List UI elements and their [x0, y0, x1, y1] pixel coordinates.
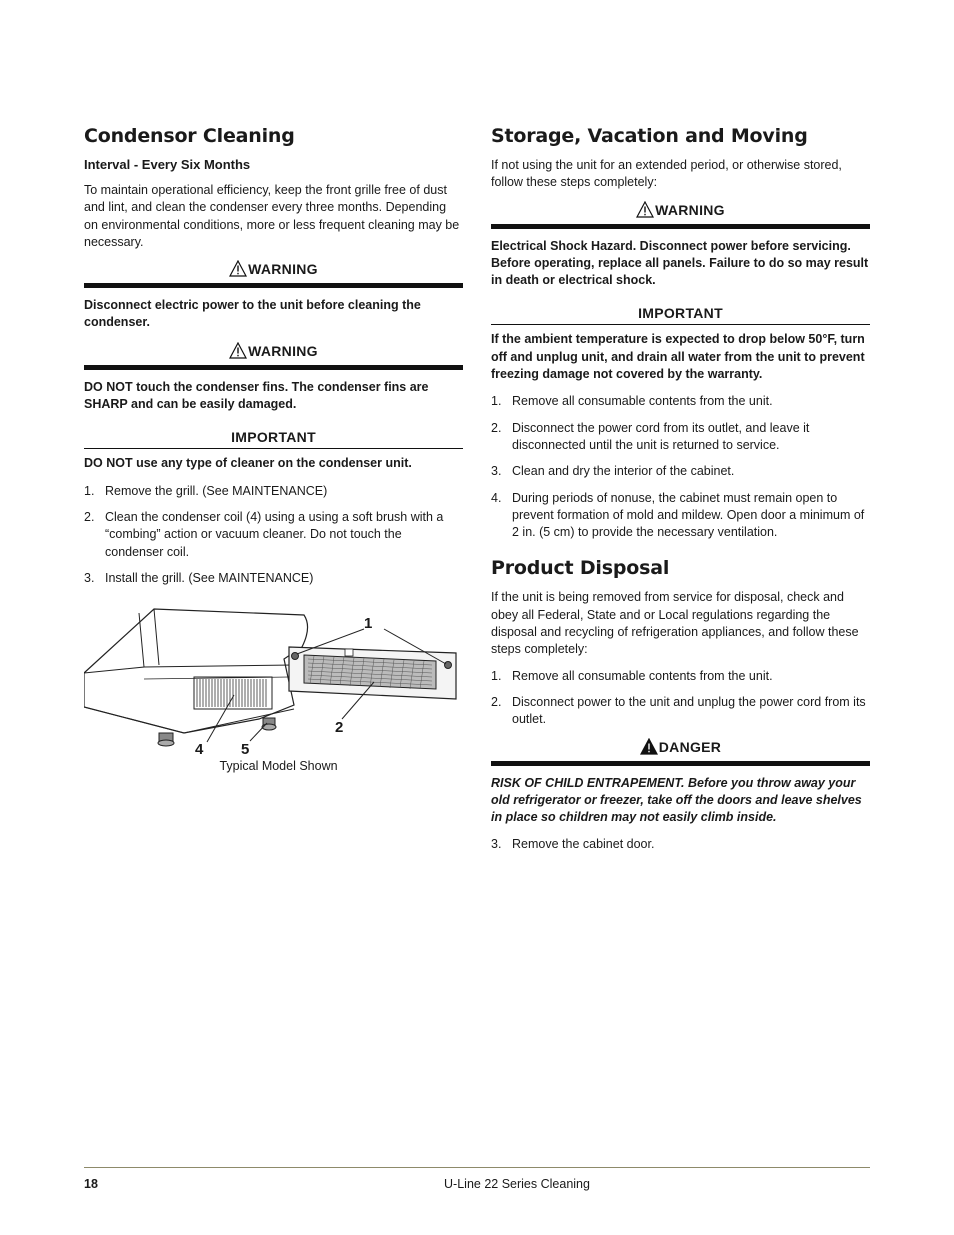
callout-5: 5: [241, 741, 250, 759]
footer-rule: [84, 1167, 870, 1168]
danger-text: RISK OF CHILD ENTRAPEMENT. Before you throw away your old refrigerator or freezer, take off the doors and leave shelves in place so children may not easily climb inside.: [491, 775, 862, 825]
callout-1: 1: [364, 615, 373, 633]
list-item: 1. Remove the grill. (See MAINTENANCE): [84, 483, 328, 498]
list-item: 3. Install the grill. (See MAINTENANCE): [84, 570, 314, 585]
page-number: 18: [84, 1177, 98, 1191]
warning-bar: [84, 365, 463, 370]
warning-box-1: [84, 260, 463, 283]
list-item: 2. Disconnect power to the unit and unplug the power cord from its outlet.: [491, 694, 866, 727]
list-item: 3. Remove the cabinet door.: [491, 837, 655, 852]
important-label: IMPORTANT: [638, 305, 723, 322]
left-column: [84, 125, 463, 773]
warning-text: Electrical Shock Hazard. Disconnect power before servicing. Before operating, replace all panels. Failure to do so may result in death or electrical shock.: [491, 238, 869, 288]
list-item: 2. Clean the condenser coil (4) using a using a soft brush with a “combing” action or vacuum cleaner. Do not touch the condenser coil.: [84, 509, 444, 559]
warning-text: DO NOT touch the condenser fins. The condenser fins are SHARP and can be easily damaged.: [84, 379, 429, 412]
callout-4: 4: [195, 741, 204, 759]
figure-caption: Typical Model Shown: [219, 759, 338, 774]
important-text: DO NOT use any type of cleaner on the condenser unit.: [84, 456, 412, 471]
condensor-cleaning-heading: Condensor Cleaning: [84, 125, 295, 147]
list-item: 3. Clean and dry the interior of the cabinet.: [491, 464, 735, 479]
warning-label: WARNING: [655, 201, 725, 218]
condenser-illustration: [84, 607, 463, 757]
important-rule: [84, 448, 463, 449]
right-column: [491, 125, 870, 863]
warning-triangle-icon: [229, 342, 247, 362]
warning-triangle-icon: [229, 260, 247, 280]
important-text: If the ambient temperature is expected to drop below 50°F, turn off and unplug unit, and drain all water from the unit to prevent freezing damage not covered by the warranty.: [491, 332, 865, 382]
storage-heading: Storage, Vacation and Moving: [491, 125, 808, 147]
callout-2: 2: [335, 719, 344, 737]
list-item: 1. Remove all consumable contents from the unit.: [491, 668, 773, 683]
disposal-final-step: [491, 836, 870, 853]
cleaning-steps: [84, 483, 463, 587]
warning-box-2: [84, 342, 463, 365]
warning-label: WARNING: [248, 261, 318, 278]
product-disposal-heading: Product Disposal: [491, 557, 670, 580]
list-item: 4. During periods of nonuse, the cabinet must remain open to prevent formation of mold and mildew. Open door a minimum of 2 in. (5 cm) to provide the necessary ventilation.: [491, 490, 865, 540]
list-item: 2. Disconnect the power cord from its outlet, and leave it disconnected until the unit is returned to service.: [491, 420, 810, 452]
warning-bar: [84, 283, 463, 288]
interval-subheading: Interval - Every Six Months: [84, 157, 251, 172]
warning-text: Disconnect electric power to the unit before cleaning the condenser.: [84, 298, 421, 330]
condensor-intro: To maintain operational efficiency, keep the front grille free of dust and lint, and clean the condenser every three months. Depending on environmental conditions, more or less frequent cleaning may be necessary.: [84, 183, 460, 249]
storage-steps: [491, 393, 870, 541]
important-rule: [491, 324, 870, 325]
warning-bar: [491, 224, 870, 229]
list-item: 1. Remove all consumable contents from the unit.: [491, 394, 773, 409]
disposal-intro: If the unit is being removed from service for disposal, check and obey all Federal, State and or Local regulations regarding the disposal and recycling of refrigeration appliances, and follow these steps completely:: [491, 590, 859, 657]
warning-box: [491, 201, 870, 224]
important-label: IMPORTANT: [231, 429, 316, 446]
danger-bar: [491, 761, 870, 766]
disposal-steps: [491, 668, 870, 729]
warning-triangle-icon: [636, 201, 654, 221]
danger-triangle-icon: [640, 738, 658, 758]
danger-box: [491, 738, 870, 761]
footer-title: U-Line 22 Series Cleaning: [444, 1177, 590, 1191]
danger-label: DANGER: [658, 738, 722, 755]
warning-label: WARNING: [248, 342, 318, 359]
storage-intro: If not using the unit for an extended period, or otherwise stored, follow these steps completely:: [491, 158, 842, 190]
